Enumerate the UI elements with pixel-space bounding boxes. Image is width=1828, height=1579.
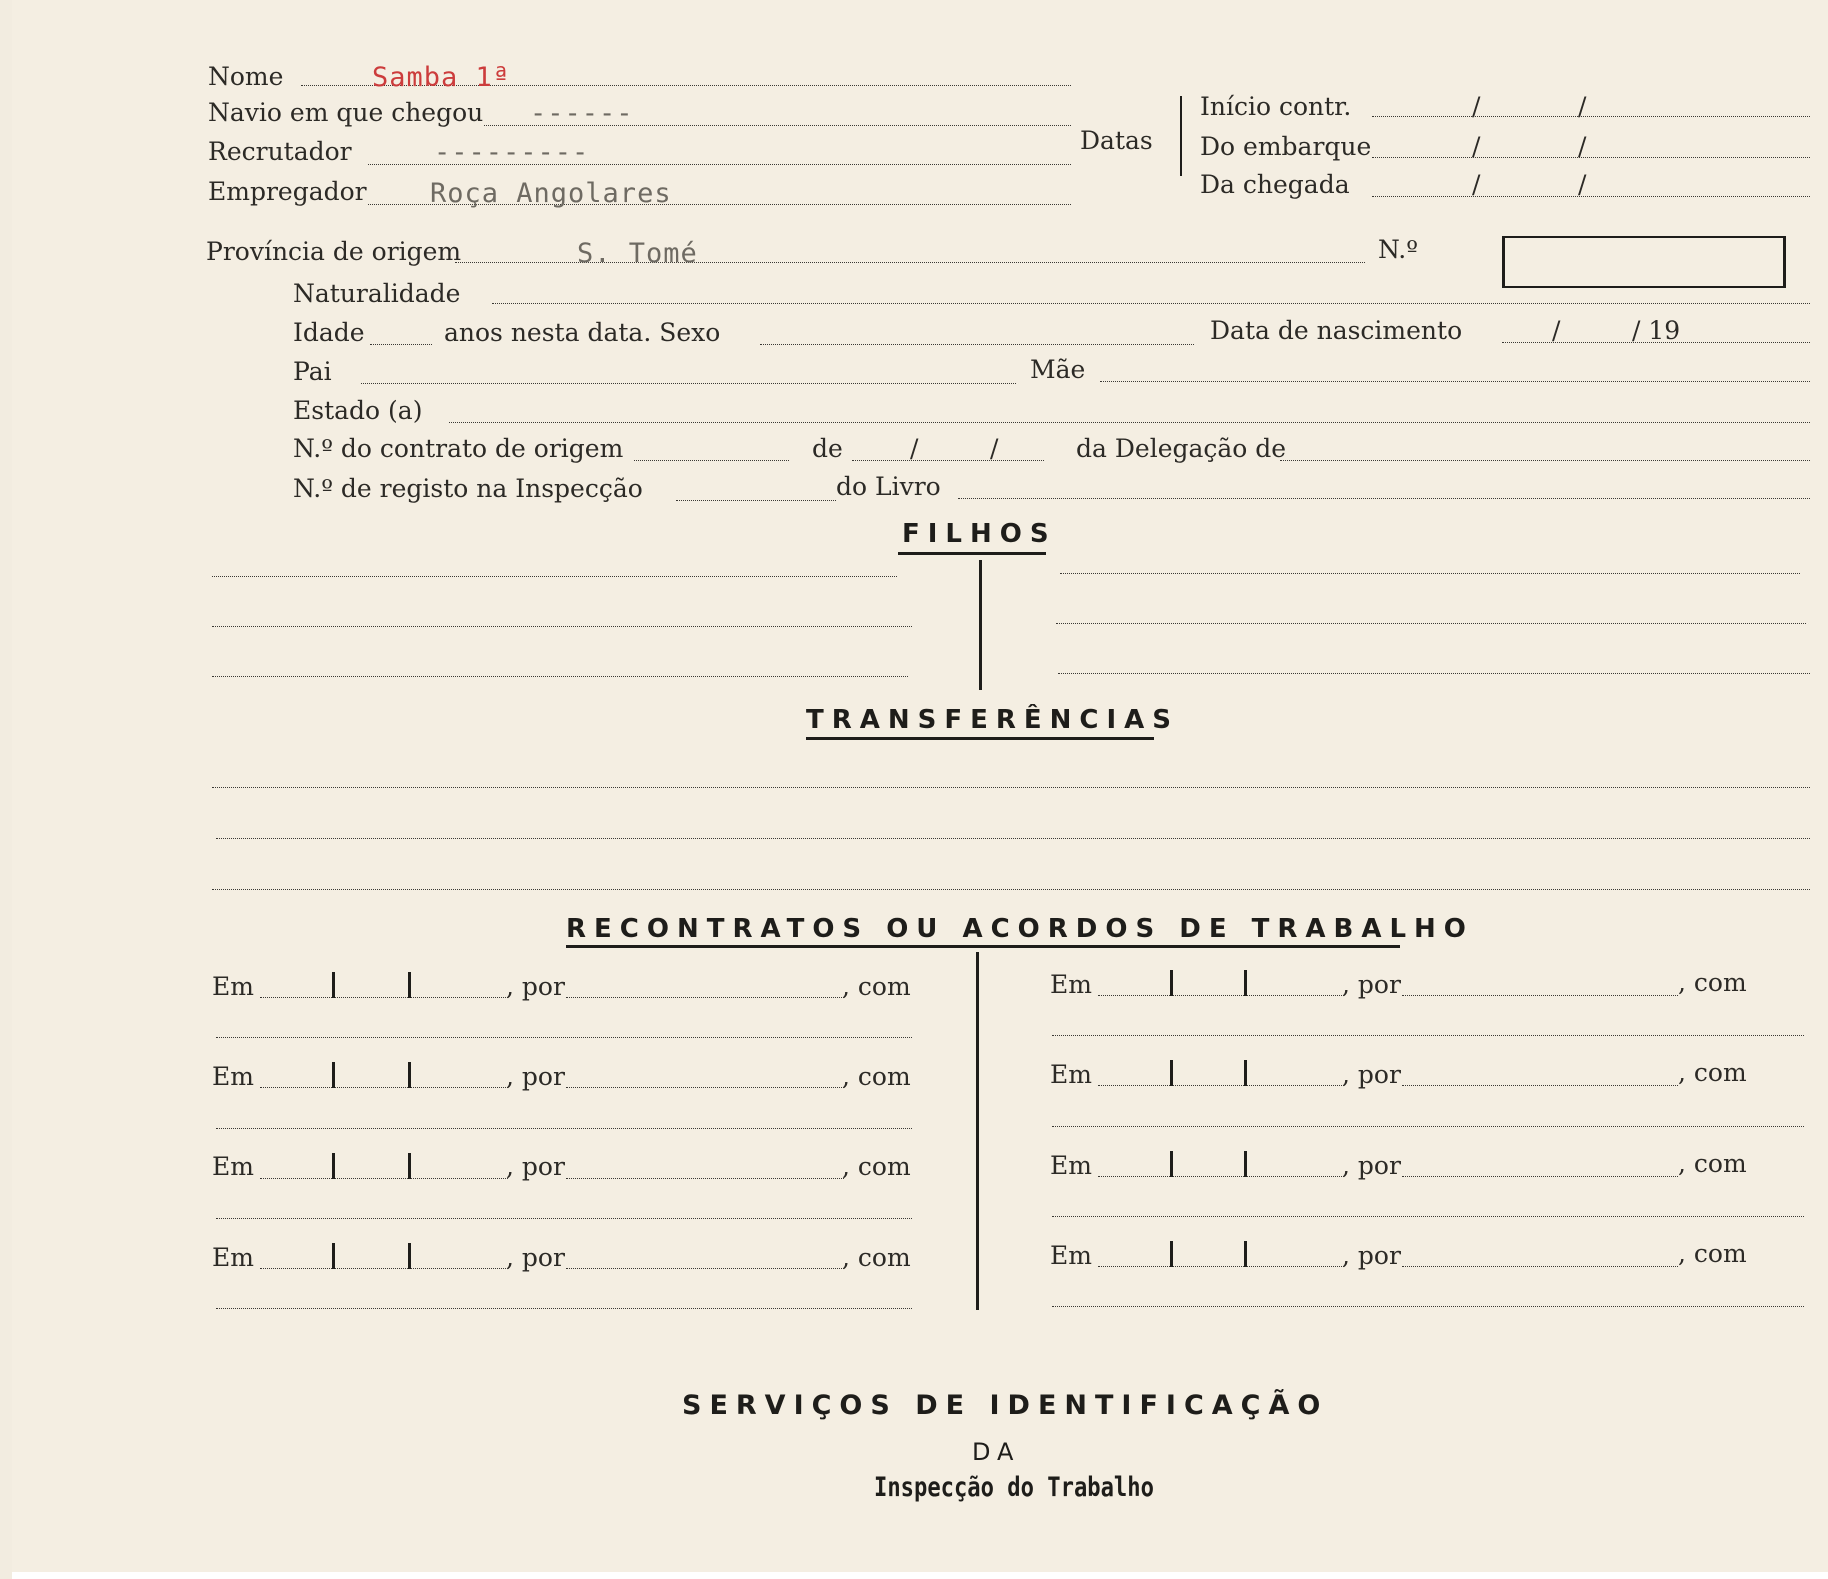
filhos-line-left-1[interactable] bbox=[212, 576, 897, 577]
date-bar bbox=[1244, 970, 1247, 996]
recontrato-com-field[interactable] bbox=[1052, 1035, 1804, 1036]
por-label: , por bbox=[1342, 1060, 1401, 1089]
inicio-sep-1: / bbox=[1472, 92, 1481, 121]
com-label: , com bbox=[842, 1243, 911, 1272]
nome-label: Nome bbox=[208, 62, 284, 91]
recontrato-date-field[interactable] bbox=[260, 997, 508, 998]
recontratos-divider bbox=[976, 952, 979, 1310]
date-bar bbox=[408, 1243, 411, 1269]
contrato-sep-1: / bbox=[910, 434, 919, 463]
filhos-line-right-2[interactable] bbox=[1056, 623, 1806, 624]
date-bar bbox=[408, 972, 411, 998]
embarque-field[interactable] bbox=[1372, 157, 1810, 158]
footer-da: DA bbox=[972, 1438, 1021, 1466]
por-label: , por bbox=[1342, 1241, 1401, 1270]
date-bar bbox=[332, 1153, 335, 1179]
filhos-line-left-3[interactable] bbox=[212, 676, 908, 677]
em-label: Em bbox=[1050, 1241, 1092, 1270]
em-label: Em bbox=[1050, 1060, 1092, 1089]
nascimento-sep: / bbox=[1552, 316, 1561, 345]
transferencia-line-2[interactable] bbox=[216, 838, 1810, 839]
contrato-data-field[interactable] bbox=[852, 460, 1044, 461]
sexo-field[interactable] bbox=[760, 344, 1194, 345]
recontrato-date-field[interactable] bbox=[260, 1268, 508, 1269]
chegada-label: Da chegada bbox=[1200, 170, 1350, 199]
datas-label: Datas bbox=[1080, 126, 1153, 155]
embarque-sep-2: / bbox=[1578, 132, 1587, 161]
transferencia-line-3[interactable] bbox=[212, 889, 1810, 890]
transferencias-underline bbox=[806, 737, 1154, 740]
empregador-label: Empregador bbox=[208, 177, 367, 206]
recontrato-com-field[interactable] bbox=[216, 1308, 912, 1309]
com-label: , com bbox=[1678, 968, 1747, 997]
recontrato-por-field[interactable] bbox=[1402, 1085, 1678, 1086]
embarque-label: Do embarque bbox=[1200, 132, 1372, 161]
record-card bbox=[12, 0, 1828, 1572]
provincia-value: S. Tomé bbox=[577, 238, 698, 269]
transferencias-heading: TRANSFERÊNCIAS bbox=[806, 705, 1180, 735]
em-label: Em bbox=[212, 1243, 254, 1272]
por-label: , por bbox=[506, 1062, 565, 1091]
filhos-line-right-3[interactable] bbox=[1058, 673, 1810, 674]
delegacao-field[interactable] bbox=[1280, 460, 1810, 461]
chegada-sep-2: / bbox=[1578, 170, 1587, 199]
livro-field[interactable] bbox=[958, 498, 1810, 499]
contrato-field[interactable] bbox=[634, 460, 789, 461]
transferencia-line-1[interactable] bbox=[212, 787, 1810, 788]
recontrato-por-field[interactable] bbox=[566, 1268, 844, 1269]
date-bar bbox=[1170, 970, 1173, 996]
date-bar bbox=[408, 1062, 411, 1088]
chegada-field[interactable] bbox=[1372, 196, 1810, 197]
recontrato-com-field[interactable] bbox=[216, 1037, 912, 1038]
estado-field[interactable] bbox=[449, 422, 1810, 423]
nascimento-suffix: / 19 bbox=[1632, 316, 1681, 345]
com-label: , com bbox=[1678, 1058, 1747, 1087]
date-bar bbox=[332, 972, 335, 998]
navio-value: ------ bbox=[530, 98, 634, 129]
por-label: , por bbox=[506, 1243, 565, 1272]
por-label: , por bbox=[1342, 1151, 1401, 1180]
provincia-label: Província de origem bbox=[206, 237, 462, 266]
estado-label: Estado (a) bbox=[293, 396, 423, 425]
recontrato-com-field[interactable] bbox=[216, 1218, 912, 1219]
com-label: , com bbox=[842, 1062, 911, 1091]
date-bar bbox=[1244, 1060, 1247, 1086]
filhos-line-right-1[interactable] bbox=[1060, 573, 1800, 574]
por-label: , por bbox=[506, 972, 565, 1001]
recontrato-date-field[interactable] bbox=[1098, 1266, 1344, 1267]
recontrato-por-field[interactable] bbox=[1402, 1266, 1678, 1267]
anos-sexo-label: anos nesta data. Sexo bbox=[444, 318, 721, 347]
recontrato-com-field[interactable] bbox=[216, 1128, 912, 1129]
mae-field[interactable] bbox=[1100, 381, 1810, 382]
inicio-label: Início contr. bbox=[1200, 92, 1352, 121]
date-bar bbox=[1170, 1151, 1173, 1177]
em-label: Em bbox=[1050, 1151, 1092, 1180]
em-label: Em bbox=[212, 1062, 254, 1091]
embarque-sep-1: / bbox=[1472, 132, 1481, 161]
navio-label: Navio em que chegou bbox=[208, 98, 484, 127]
filhos-divider bbox=[979, 560, 982, 690]
registo-label: N.º de registo na Inspecção bbox=[293, 474, 643, 503]
naturalidade-label: Naturalidade bbox=[293, 279, 461, 308]
recontrato-por-field[interactable] bbox=[566, 997, 844, 998]
recontrato-por-field[interactable] bbox=[566, 1178, 844, 1179]
delegacao-label: da Delegação de bbox=[1076, 434, 1287, 463]
recontrato-date-field[interactable] bbox=[1098, 1176, 1344, 1177]
date-bar bbox=[332, 1062, 335, 1088]
date-bar bbox=[408, 1153, 411, 1179]
recontrato-com-field[interactable] bbox=[1052, 1306, 1804, 1307]
com-label: , com bbox=[842, 972, 911, 1001]
contrato-sep-2: / bbox=[990, 434, 999, 463]
recontrato-date-field[interactable] bbox=[260, 1178, 508, 1179]
recontrato-date-field[interactable] bbox=[1098, 1085, 1344, 1086]
contrato-de-label: de bbox=[812, 434, 843, 463]
registo-field[interactable] bbox=[676, 500, 836, 501]
com-label: , com bbox=[1678, 1239, 1747, 1268]
recontrato-com-field[interactable] bbox=[1052, 1126, 1804, 1127]
em-label: Em bbox=[212, 1152, 254, 1181]
naturalidade-field[interactable] bbox=[492, 303, 1810, 304]
nome-value: Samba 1ª bbox=[372, 62, 511, 93]
pai-label: Pai bbox=[293, 357, 332, 386]
date-bar bbox=[1170, 1241, 1173, 1267]
date-bar bbox=[332, 1243, 335, 1269]
recontratos-heading: RECONTRATOS OU ACORDOS DE TRABALHO bbox=[566, 914, 1474, 944]
recrutador-value: --------- bbox=[434, 137, 590, 168]
recontrato-por-field[interactable] bbox=[1402, 995, 1678, 996]
inicio-field[interactable] bbox=[1372, 116, 1810, 117]
com-label: , com bbox=[842, 1152, 911, 1181]
mae-label: Mãe bbox=[1030, 355, 1086, 384]
em-label: Em bbox=[1050, 970, 1092, 999]
filhos-heading: FILHOS bbox=[902, 519, 1057, 549]
nascimento-label: Data de nascimento bbox=[1210, 316, 1463, 345]
recontrato-por-field[interactable] bbox=[1402, 1176, 1678, 1177]
footer-title: SERVIÇOS DE IDENTIFICAÇÃO bbox=[682, 1390, 1329, 1421]
recontrato-por-field[interactable] bbox=[566, 1087, 844, 1088]
recrutador-label: Recrutador bbox=[208, 137, 352, 166]
numero-label: N.º bbox=[1378, 235, 1418, 264]
datas-brace bbox=[1180, 96, 1182, 176]
por-label: , por bbox=[506, 1152, 565, 1181]
numero-box[interactable] bbox=[1502, 236, 1786, 288]
date-bar bbox=[1244, 1151, 1247, 1177]
empregador-value: Roça Angolares bbox=[430, 178, 672, 209]
inicio-sep-2: / bbox=[1578, 92, 1587, 121]
com-label: , com bbox=[1678, 1149, 1747, 1178]
filhos-underline bbox=[898, 552, 1046, 555]
chegada-sep-1: / bbox=[1472, 170, 1481, 199]
filhos-line-left-2[interactable] bbox=[212, 626, 912, 627]
recontratos-underline bbox=[566, 945, 1400, 948]
recontrato-date-field[interactable] bbox=[260, 1087, 508, 1088]
footer-inspeccao: Inspecção do Trabalho bbox=[874, 1472, 1154, 1503]
idade-label: Idade bbox=[293, 318, 365, 347]
livro-label: do Livro bbox=[836, 472, 941, 501]
por-label: , por bbox=[1342, 970, 1401, 999]
contrato-label: N.º do contrato de origem bbox=[293, 434, 624, 463]
recontrato-com-field[interactable] bbox=[1052, 1216, 1804, 1217]
em-label: Em bbox=[212, 972, 254, 1001]
date-bar bbox=[1170, 1060, 1173, 1086]
recontrato-date-field[interactable] bbox=[1098, 995, 1344, 996]
date-bar bbox=[1244, 1241, 1247, 1267]
idade-field[interactable] bbox=[370, 344, 432, 345]
pai-field[interactable] bbox=[361, 383, 1016, 384]
